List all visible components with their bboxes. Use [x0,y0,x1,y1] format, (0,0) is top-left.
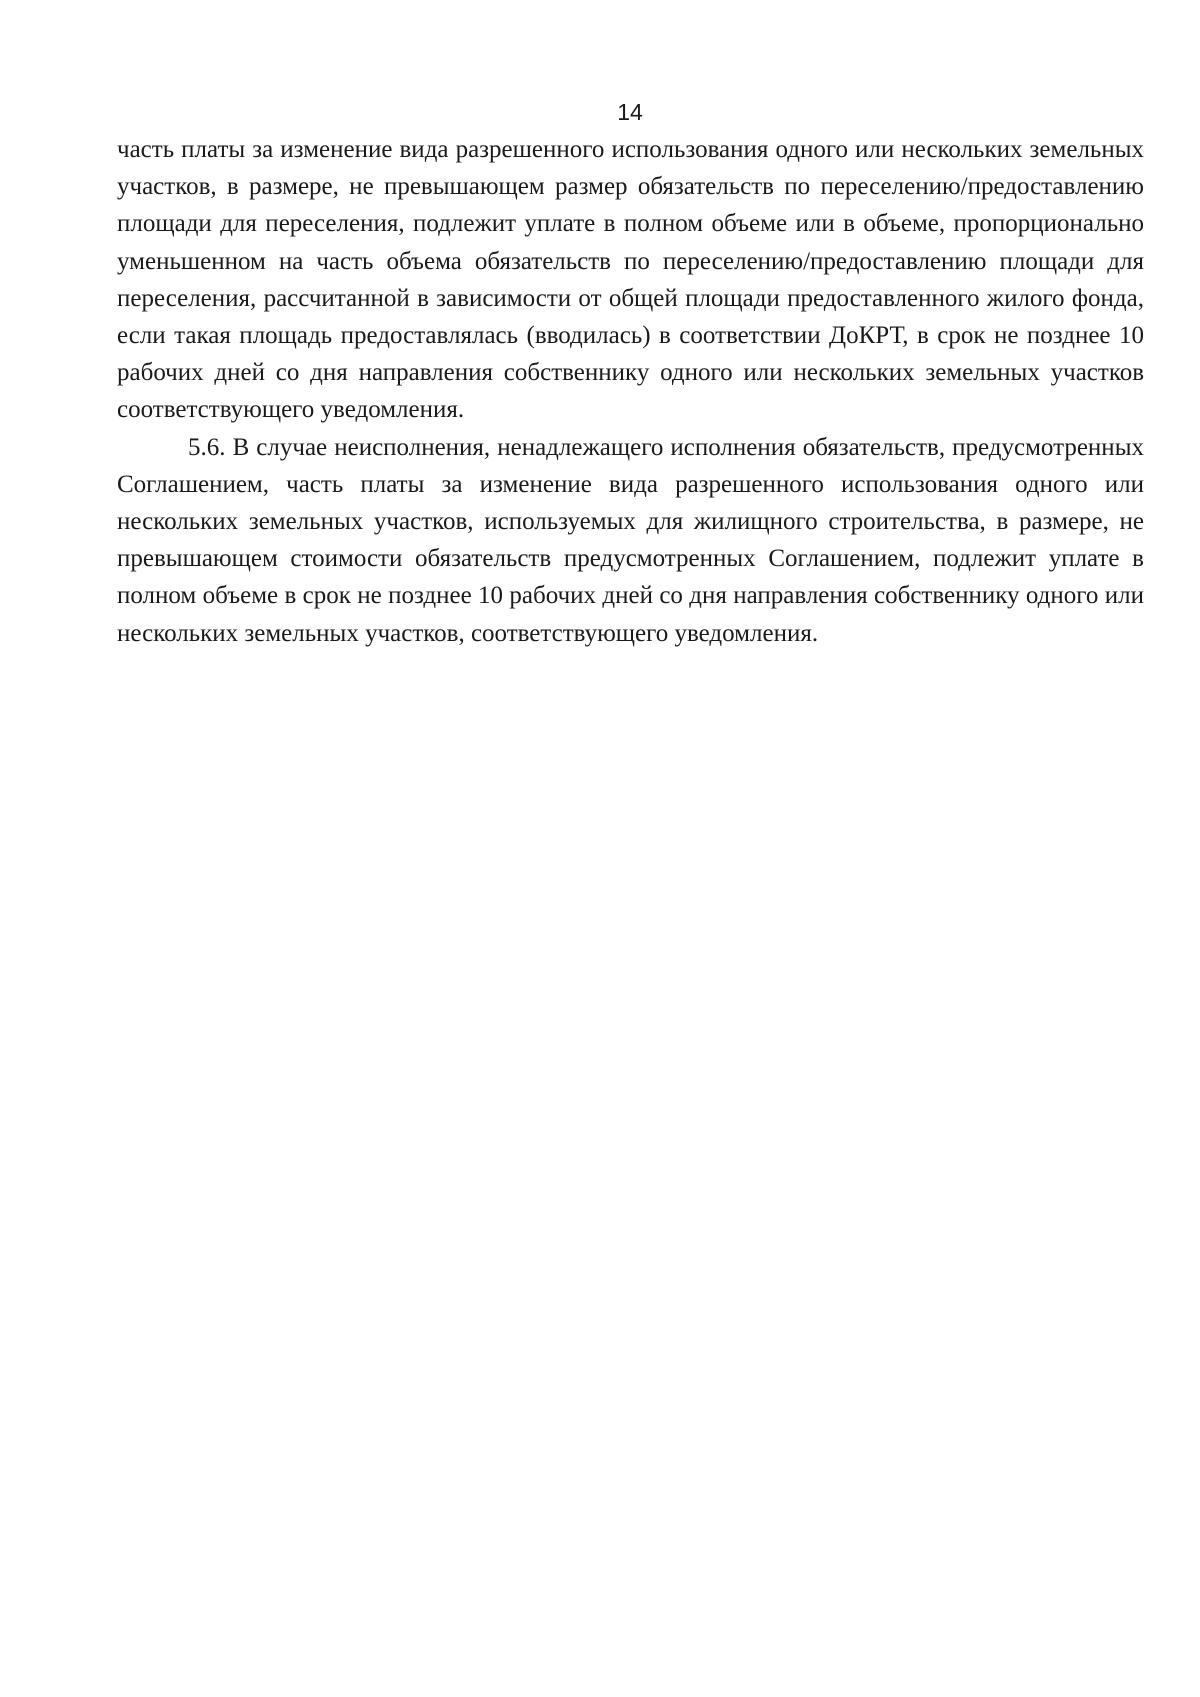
paragraph-continuation: часть платы за изменение вида разрешенного использования одного или нескольких земельных участков, в размере, не превышающем размер обязательств по переселению/предоставлению площади для переселения, подлежит уплате в полном объеме или в объеме, пропорционально уменьшенном на часть объема обязательств по переселению/предоставлению площади для переселения, рассчитанной в зависимости от общей площади предоставленного жилого фонда, если такая площадь предоставлялась (вводилась) в соответствии ДоКРТ, в срок не позднее 10 рабочих дней со дня направления собственнику одного или нескольких земельных участков соответствующего уведомления. [117,136,1144,424]
paragraph-5-6: 5.6. В случае неисполнения, ненадлежащего исполнения обязательств, предусмотренных Соглашением, часть платы за изменение вида разрешенного использования одного или нескольких земельных участков, используемых для жилищного строительства, в размере, не превышающем стоимости обязательств предусмотренных Соглашением, подлежит уплате в полном объеме в срок не позднее 10 рабочих дней со дня направления собственнику одного или нескольких земельных участков, соответствующего уведомления. [117,433,1144,647]
body-text [117,131,1144,652]
page-number: 14 [617,99,643,125]
